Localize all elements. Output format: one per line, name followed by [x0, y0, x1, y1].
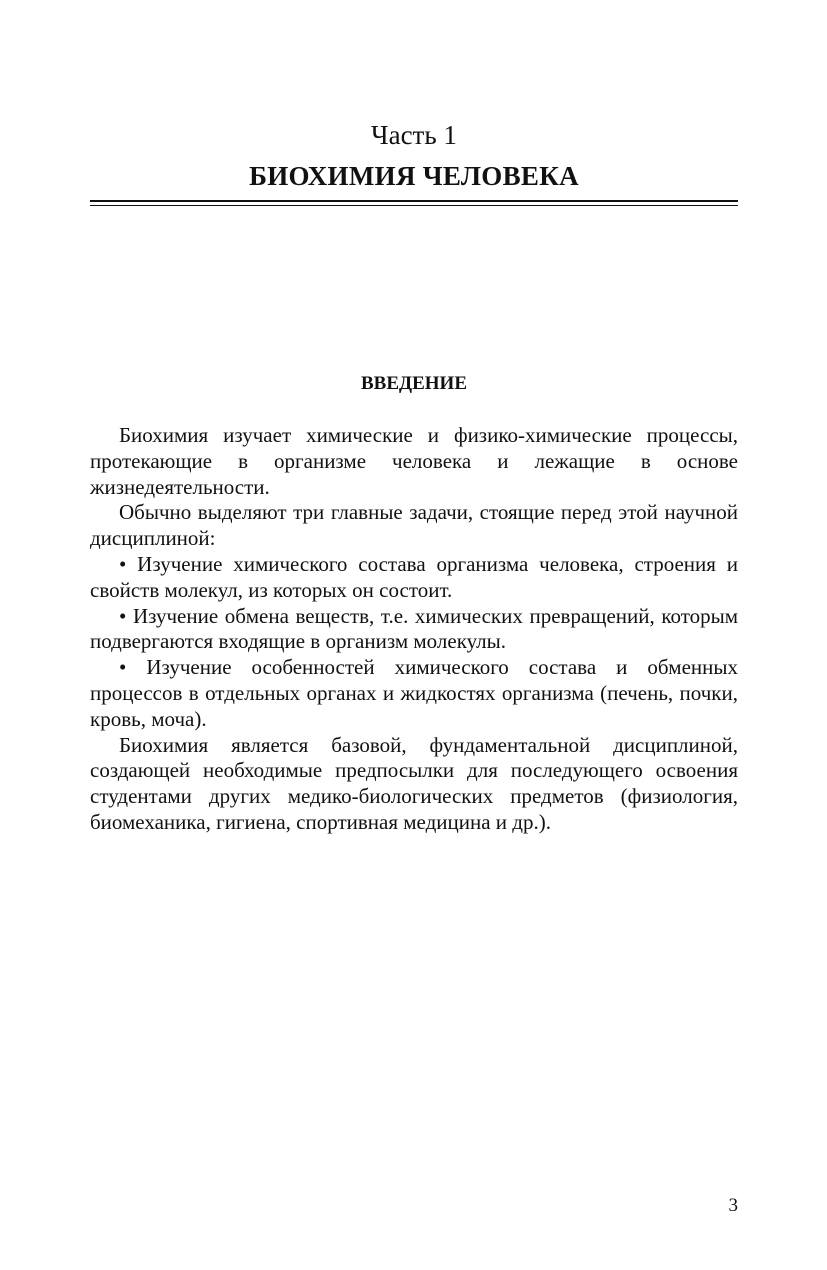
bullet-item-composition: • Изучение химического состава организма человека, строения и свойств молекул, из которых он состоит. [90, 551, 738, 602]
title-rule-thick [90, 200, 738, 202]
section-heading: ВВЕДЕНИЕ [361, 373, 467, 394]
body-text [90, 423, 738, 836]
part-number: Часть 1 [371, 120, 457, 150]
paragraph-tasks-lead: Обычно выделяют три главные задачи, стоящие перед этой научной дисциплиной: [90, 500, 738, 551]
bullet-item-metabolism: • Изучение обмена веществ, т.е. химических превращений, которым подвергаются входящие в организм молекулы. [90, 603, 738, 654]
title-rule-thin [90, 205, 738, 206]
page-number: 3 [728, 1195, 738, 1216]
paragraph-intro: Биохимия изучает химические и физико-химические процессы, протекающие в организме человека и лежащие в основе жизнедеятельности. [90, 423, 738, 499]
bullet-item-organs: • Изучение особенностей химического состава и обменных процессов в отдельных органах и жидкостях организма (печень, почки, кровь, моча). [90, 655, 738, 731]
paragraph-conclusion: Биохимия является базовой, фундаментальной дисциплиной, создающей необходимые предпосылки для последующего освоения студентами других медико-биологических предметов (физиология, биомеханика, гигиена, спортивная медицина и др.). [90, 732, 738, 834]
part-title: БИОХИМИЯ ЧЕЛОВЕКА [249, 161, 579, 191]
